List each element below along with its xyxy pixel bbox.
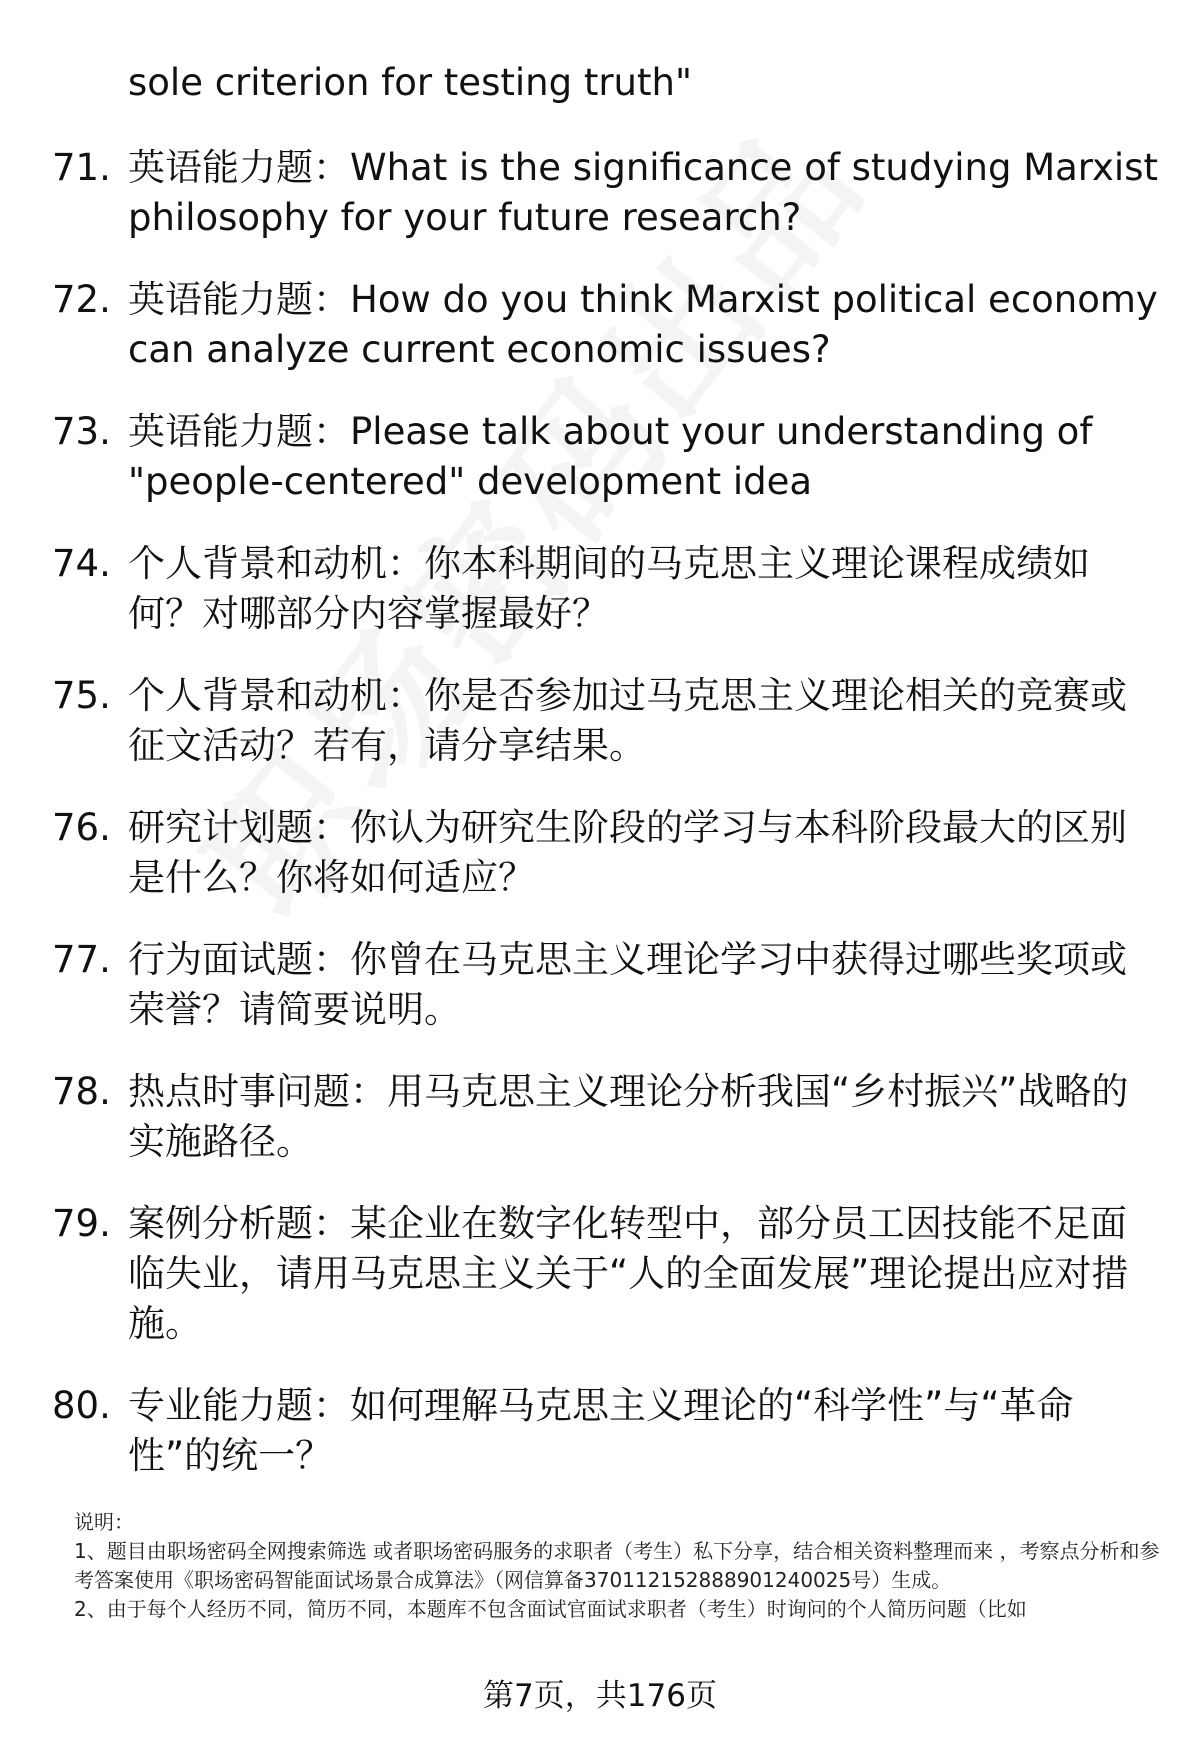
notes-item: 2、由于每个人经历不同，简历不同，本题库不包含面试官面试求职者（考生）时询问的个人简历问题（比如 (74, 1597, 1027, 1621)
question-item (0, 407, 1200, 507)
question-text: 英语能力题：How do you think Marxist political economy can analyze current economic issues? (128, 278, 1158, 371)
question-item (0, 275, 1200, 375)
question-item (0, 143, 1200, 243)
question-item (0, 539, 1200, 639)
notes-section (74, 1508, 1164, 1624)
question-text: 研究计划题：你认为研究生阶段的学习与本科阶段最大的区别是什么？你将如何适应？ (128, 806, 1127, 899)
question-text: 英语能力题：What is the significance of studying Marxist philosophy for your future research? (128, 146, 1158, 239)
question-text: 个人背景和动机：你是否参加过马克思主义理论相关的竞赛或征文活动？若有，请分享结果。 (128, 674, 1127, 767)
question-number: 80. (52, 1384, 111, 1427)
question-number: 79. (52, 1202, 111, 1245)
question-number: 74. (52, 542, 111, 585)
question-number: 71. (52, 146, 111, 189)
question-number: 72. (52, 278, 111, 321)
question-number: 73. (52, 410, 111, 453)
question-list (0, 143, 1200, 1513)
question-number: 75. (52, 674, 111, 717)
question-number: 76. (52, 806, 111, 849)
question-text: 英语能力题：Please talk about your understanding of "people-centered" development idea (128, 410, 1093, 503)
previous-question-continuation: sole criterion for testing truth" (128, 61, 692, 104)
question-item (0, 1199, 1200, 1349)
question-number: 77. (52, 938, 111, 981)
question-item (0, 935, 1200, 1035)
question-item (0, 1067, 1200, 1167)
notes-item: 1、题目由职场密码全网搜索筛选 或者职场密码服务的求职者（考生）私下分享，结合相关资料整理而来 ，考察点分析和参考答案使用《职场密码智能面试场景合成算法》（网信算备370112152888901240025号）生成。 (74, 1539, 1160, 1592)
question-text: 个人背景和动机：你本科期间的马克思主义理论课程成绩如何？对哪部分内容掌握最好？ (128, 542, 1090, 635)
question-number: 78. (52, 1070, 111, 1113)
question-text: 行为面试题：你曾在马克思主义理论学习中获得过哪些奖项或荣誉？请简要说明。 (128, 938, 1127, 1031)
question-text: 专业能力题：如何理解马克思主义理论的“科学性”与“革命性”的统一？ (128, 1384, 1074, 1477)
question-text: 热点时事问题：用马克思主义理论分析我国“乡村振兴”战略的实施路径。 (128, 1070, 1129, 1163)
question-item (0, 803, 1200, 903)
question-item (0, 671, 1200, 771)
notes-heading: 说明： (74, 1510, 134, 1534)
page-number-footer: 第7页，共176页 (483, 1678, 717, 1714)
question-item (0, 1381, 1200, 1481)
question-text: 案例分析题：某企业在数字化转型中，部分员工因技能不足面临失业，请用马克思主义关于“人的全面发展”理论提出应对措施。 (128, 1202, 1129, 1345)
